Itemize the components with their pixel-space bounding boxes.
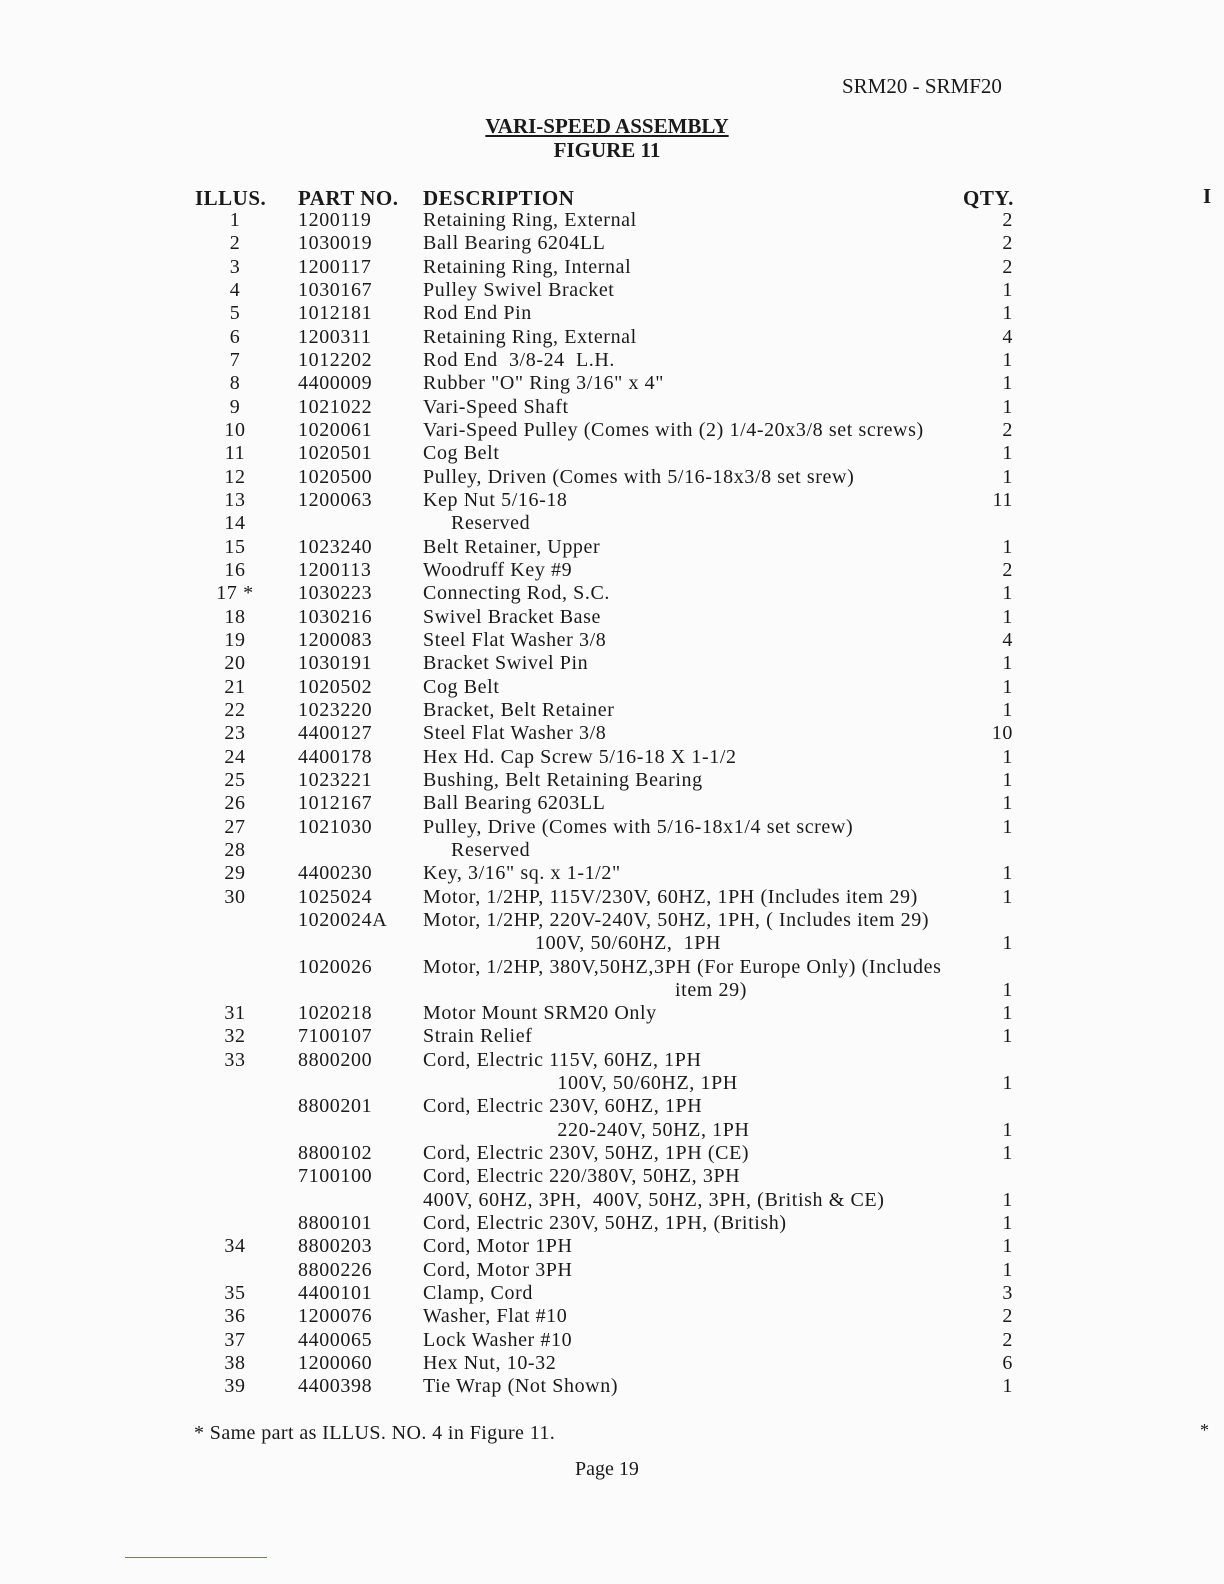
part-description: Ball Bearing 6204LL (423, 232, 606, 255)
quantity: 1 (1002, 442, 1013, 465)
page-number: Page 19 (575, 1458, 639, 1480)
quantity: 1 (1002, 885, 1013, 908)
table-row (0, 326, 1224, 349)
part-number: 1020061 (298, 418, 373, 441)
part-description: Cord, Electric 230V, 60HZ, 1PH (423, 1095, 703, 1118)
part-description: Swivel Bracket Base (423, 605, 602, 628)
quantity: 1 (1002, 465, 1013, 488)
illus-number: 19 (224, 628, 246, 651)
table-row (0, 1189, 1224, 1212)
table-row (0, 302, 1224, 325)
part-description: Cord, Electric 230V, 50HZ, 1PH, (British) (423, 1212, 787, 1235)
margin-letter: I (1203, 184, 1212, 208)
part-number: 4400127 (298, 722, 373, 745)
part-description: Motor, 1/2HP, 380V,50HZ,3PH (For Europe Only) (Includes (423, 955, 942, 978)
part-description: Bracket Swivel Pin (423, 652, 589, 675)
table-row (0, 1282, 1224, 1305)
quantity: 2 (1002, 1328, 1013, 1351)
table-row (0, 956, 1224, 979)
part-description: Belt Retainer, Upper (423, 535, 601, 558)
illus-number: 24 (224, 745, 246, 768)
table-row (0, 886, 1224, 909)
quantity: 1 (1002, 1118, 1013, 1141)
part-number: 1020024A (298, 908, 388, 931)
part-description: item 29) (423, 978, 748, 1001)
quantity: 1 (1002, 1072, 1013, 1095)
illus-number: 12 (224, 465, 246, 488)
illus-number: 18 (224, 605, 246, 628)
quantity: 1 (1002, 302, 1013, 325)
table-row (0, 909, 1224, 932)
illus-number: 2 (229, 232, 241, 255)
quantity: 1 (1002, 698, 1013, 721)
footer-rule (125, 1557, 267, 1558)
part-number: 1030191 (298, 652, 373, 675)
illus-number: 8 (229, 372, 241, 395)
part-number: 1012202 (298, 348, 373, 371)
part-description: Pulley Swivel Bracket (423, 278, 615, 301)
illus-number: 35 (224, 1282, 246, 1305)
table-row (0, 442, 1224, 465)
quantity: 1 (1002, 675, 1013, 698)
table-row (0, 629, 1224, 652)
part-number: 4400230 (298, 862, 373, 885)
quantity: 10 (991, 722, 1013, 745)
page-title: VARI-SPEED ASSEMBLY (485, 114, 729, 138)
quantity: 6 (1002, 1352, 1013, 1375)
quantity: 4 (1002, 628, 1013, 651)
part-description: Hex Hd. Cap Screw 5/16-18 X 1-1/2 (423, 745, 737, 768)
part-number: 8800226 (298, 1258, 373, 1281)
table-row (0, 512, 1224, 535)
table-row (0, 979, 1224, 1002)
part-number: 1023240 (298, 535, 373, 558)
table-row (0, 1119, 1224, 1142)
table-row (0, 536, 1224, 559)
part-number: 1030167 (298, 278, 373, 301)
part-number: 1030216 (298, 605, 373, 628)
table-row (0, 792, 1224, 815)
part-description: Reserved (423, 838, 531, 861)
part-number: 1020502 (298, 675, 373, 698)
table-row (0, 839, 1224, 862)
part-description: Motor Mount SRM20 Only (423, 1002, 657, 1025)
part-description: Motor, 1/2HP, 115V/230V, 60HZ, 1PH (Includes item 29) (423, 885, 918, 908)
table-row (0, 1329, 1224, 1352)
part-number: 1200076 (298, 1305, 373, 1328)
illus-number: 14 (224, 512, 246, 535)
table-row (0, 816, 1224, 839)
part-number: 1200311 (298, 325, 372, 348)
illus-number: 1 (229, 209, 241, 231)
part-number: 8800203 (298, 1235, 373, 1258)
quantity: 1 (1002, 932, 1013, 955)
part-number: 7100100 (298, 1165, 373, 1188)
part-number: 8800201 (298, 1095, 373, 1118)
quantity: 1 (1002, 768, 1013, 791)
quantity: 1 (1002, 535, 1013, 558)
part-number: 1200060 (298, 1352, 373, 1375)
part-description: Steel Flat Washer 3/8 (423, 722, 607, 745)
part-description: Rubber "O" Ring 3/16" x 4" (423, 372, 665, 395)
part-number: 1020500 (298, 465, 373, 488)
table-row (0, 209, 1224, 232)
illus-number: 26 (224, 792, 246, 815)
part-number: 7100107 (298, 1025, 373, 1048)
illus-number: 37 (224, 1328, 246, 1351)
illus-number: 27 (224, 815, 246, 838)
illus-number: 23 (224, 722, 246, 745)
table-row (0, 1049, 1224, 1072)
quantity: 2 (1002, 255, 1013, 278)
part-number: 4400398 (298, 1375, 373, 1398)
part-number: 1020026 (298, 955, 373, 978)
table-row (0, 862, 1224, 885)
part-number: 1020218 (298, 1002, 373, 1025)
part-number: 4400009 (298, 372, 373, 395)
illus-number: 28 (224, 838, 246, 861)
part-description: Pulley, Driven (Comes with 5/16-18x3/8 set srew) (423, 465, 855, 488)
table-row (0, 1305, 1224, 1328)
illus-number: 36 (224, 1305, 246, 1328)
part-description: Retaining Ring, External (423, 325, 637, 348)
part-number: 1200117 (298, 255, 372, 278)
illus-number: 29 (224, 862, 246, 885)
illus-number: 10 (224, 418, 246, 441)
quantity: 1 (1002, 1002, 1013, 1025)
part-description: Bushing, Belt Retaining Bearing (423, 768, 703, 791)
part-description: Vari-Speed Shaft (423, 395, 569, 418)
quantity: 1 (1002, 278, 1013, 301)
quantity: 1 (1002, 1025, 1013, 1048)
table-row (0, 1025, 1224, 1048)
quantity: 1 (1002, 815, 1013, 838)
part-description: Cog Belt (423, 442, 500, 465)
illus-number: 33 (224, 1048, 246, 1071)
illus-number: 31 (224, 1002, 246, 1025)
quantity: 1 (1002, 1188, 1013, 1211)
part-number: 8800102 (298, 1142, 373, 1165)
quantity: 1 (1002, 1212, 1013, 1235)
part-description: 100V, 50/60HZ, 1PH (423, 932, 722, 955)
quantity: 1 (1002, 1235, 1013, 1258)
table-row (0, 1259, 1224, 1282)
table-row (0, 606, 1224, 629)
illus-number: 4 (229, 278, 241, 301)
table-row (0, 676, 1224, 699)
table-row (0, 349, 1224, 372)
table-row (0, 1095, 1224, 1118)
table-row (0, 279, 1224, 302)
part-description: Washer, Flat #10 (423, 1305, 568, 1328)
part-number: 1025024 (298, 885, 373, 908)
quantity: 1 (1002, 372, 1013, 395)
table-row (0, 1142, 1224, 1165)
column-header-description: DESCRIPTION (423, 186, 575, 210)
table-row (0, 256, 1224, 279)
part-number: 1021022 (298, 395, 373, 418)
parts-list (0, 209, 1224, 1409)
part-description: Cord, Electric 220/380V, 50HZ, 3PH (423, 1165, 741, 1188)
illus-number: 34 (224, 1235, 246, 1258)
part-description: Rod End 3/8-24 L.H. (423, 348, 616, 371)
quantity: 11 (992, 488, 1013, 511)
part-description: Rod End Pin (423, 302, 532, 325)
part-number: 1021030 (298, 815, 373, 838)
part-description: Key, 3/16" sq. x 1-1/2" (423, 862, 621, 885)
illus-number: 3 (229, 255, 241, 278)
part-description: Lock Washer #10 (423, 1328, 573, 1351)
part-number: 1023221 (298, 768, 373, 791)
table-row (0, 232, 1224, 255)
table-row (0, 932, 1224, 955)
illus-number: 9 (229, 395, 241, 418)
part-description: 220-240V, 50HZ, 1PH (423, 1118, 750, 1141)
quantity: 2 (1002, 232, 1013, 255)
part-description: Kep Nut 5/16-18 (423, 488, 568, 511)
quantity: 1 (1002, 1375, 1013, 1398)
part-number: 1200119 (298, 209, 372, 231)
part-number: 4400065 (298, 1328, 373, 1351)
part-description: Motor, 1/2HP, 220V-240V, 50HZ, 1PH, ( Includes item 29) (423, 908, 930, 931)
illus-number: 39 (224, 1375, 246, 1398)
table-row (0, 652, 1224, 675)
quantity: 1 (1002, 395, 1013, 418)
table-row (0, 372, 1224, 395)
quantity: 1 (1002, 1258, 1013, 1281)
quantity: 2 (1002, 558, 1013, 581)
quantity: 1 (1002, 652, 1013, 675)
illus-number: 17 * (216, 582, 254, 605)
part-description: 400V, 60HZ, 3PH, 400V, 50HZ, 3PH, (British & CE) (423, 1188, 885, 1211)
part-number: 1012181 (298, 302, 373, 325)
table-row (0, 1002, 1224, 1025)
part-description: Vari-Speed Pulley (Comes with (2) 1/4-20x3/8 set screws) (423, 418, 924, 441)
quantity: 2 (1002, 1305, 1013, 1328)
quantity: 4 (1002, 325, 1013, 348)
table-row (0, 559, 1224, 582)
table-row (0, 769, 1224, 792)
illus-number: 13 (224, 488, 246, 511)
quantity: 1 (1002, 605, 1013, 628)
part-number: 4400101 (298, 1282, 373, 1305)
quantity: 1 (1002, 1142, 1013, 1165)
quantity: 2 (1002, 418, 1013, 441)
part-description: Hex Nut, 10-32 (423, 1352, 557, 1375)
part-description: Retaining Ring, External (423, 209, 637, 231)
part-description: Strain Relief (423, 1025, 533, 1048)
part-number: 8800200 (298, 1048, 373, 1071)
quantity: 2 (1002, 209, 1013, 231)
part-number: 1020501 (298, 442, 373, 465)
quantity: 1 (1002, 348, 1013, 371)
part-description: Retaining Ring, Internal (423, 255, 632, 278)
table-row (0, 1165, 1224, 1188)
illus-number: 32 (224, 1025, 246, 1048)
part-number: 1012167 (298, 792, 373, 815)
part-number: 1200063 (298, 488, 373, 511)
part-description: Cord, Motor 1PH (423, 1235, 573, 1258)
quantity: 1 (1002, 792, 1013, 815)
illus-number: 30 (224, 885, 246, 908)
illus-number: 25 (224, 768, 246, 791)
column-header-illus: ILLUS. (195, 186, 267, 210)
illus-number: 22 (224, 698, 246, 721)
part-number: 1023220 (298, 698, 373, 721)
illus-number: 16 (224, 558, 246, 581)
table-row (0, 699, 1224, 722)
footnote: * Same part as ILLUS. NO. 4 in Figure 11. (194, 1422, 556, 1444)
part-number: 4400178 (298, 745, 373, 768)
illus-number: 20 (224, 652, 246, 675)
quantity: 1 (1002, 978, 1013, 1001)
part-number: 1030019 (298, 232, 373, 255)
illus-number: 6 (229, 325, 241, 348)
illus-number: 21 (224, 675, 246, 698)
table-row (0, 1352, 1224, 1375)
table-row (0, 396, 1224, 419)
table-row (0, 466, 1224, 489)
part-number: 1030223 (298, 582, 373, 605)
part-description: Woodruff Key #9 (423, 558, 573, 581)
table-row (0, 582, 1224, 605)
table-row (0, 1072, 1224, 1095)
part-description: Cord, Electric 230V, 50HZ, 1PH (CE) (423, 1142, 750, 1165)
table-row (0, 419, 1224, 442)
part-description: 100V, 50/60HZ, 1PH (423, 1072, 738, 1095)
part-description: Clamp, Cord (423, 1282, 533, 1305)
table-row (0, 746, 1224, 769)
part-description: Reserved (423, 512, 531, 535)
quantity: 1 (1002, 862, 1013, 885)
part-description: Cord, Motor 3PH (423, 1258, 573, 1281)
part-number: 1200083 (298, 628, 373, 651)
table-row (0, 1212, 1224, 1235)
part-description: Pulley, Drive (Comes with 5/16-18x1/4 set screw) (423, 815, 854, 838)
document-code: SRM20 - SRMF20 (842, 74, 1002, 98)
illus-number: 38 (224, 1352, 246, 1375)
part-description: Connecting Rod, S.C. (423, 582, 611, 605)
margin-asterisk: * (1200, 1420, 1209, 1440)
part-description: Steel Flat Washer 3/8 (423, 628, 607, 651)
illus-number: 7 (229, 348, 241, 371)
part-number: 1200113 (298, 558, 372, 581)
column-header-qty: QTY. (963, 186, 1014, 210)
figure-label: FIGURE 11 (553, 138, 661, 162)
quantity: 1 (1002, 745, 1013, 768)
quantity: 1 (1002, 582, 1013, 605)
column-header-part-no: PART NO. (298, 186, 399, 210)
part-number: 8800101 (298, 1212, 373, 1235)
part-description: Bracket, Belt Retainer (423, 698, 615, 721)
part-description: Cord, Electric 115V, 60HZ, 1PH (423, 1048, 702, 1071)
table-row (0, 1235, 1224, 1258)
table-row (0, 1375, 1224, 1398)
quantity: 3 (1002, 1282, 1013, 1305)
table-row (0, 722, 1224, 745)
illus-number: 15 (224, 535, 246, 558)
part-description: Ball Bearing 6203LL (423, 792, 606, 815)
illus-number: 11 (224, 442, 246, 465)
part-description: Tie Wrap (Not Shown) (423, 1375, 619, 1398)
illus-number: 5 (229, 302, 241, 325)
part-description: Cog Belt (423, 675, 500, 698)
table-row (0, 489, 1224, 512)
